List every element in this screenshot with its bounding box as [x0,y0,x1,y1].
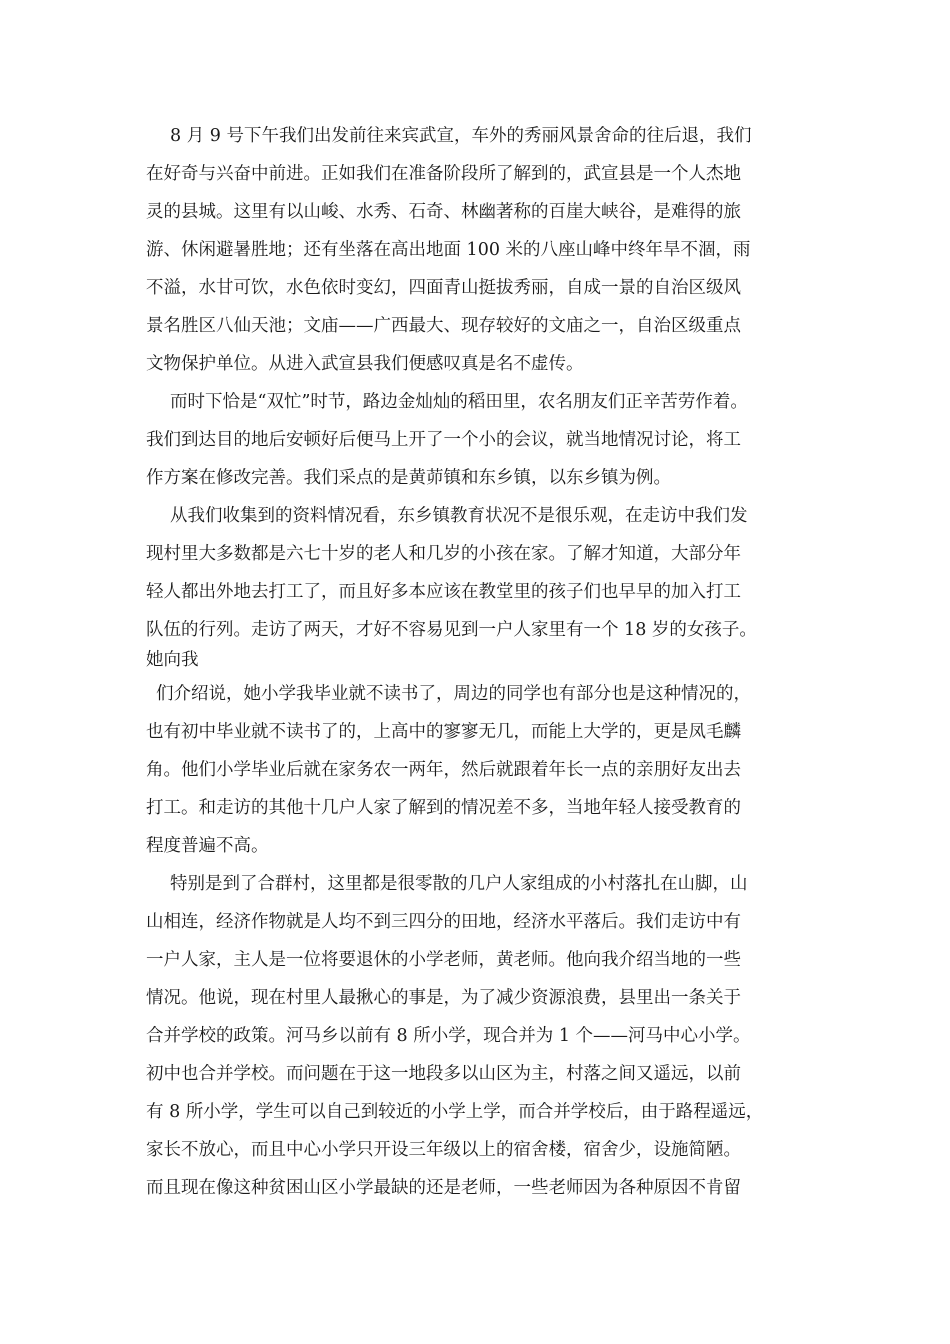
text-line: 在好奇与兴奋中前进。正如我们在准备阶段所了解到的，武宣县是一个人杰地 [146,164,741,184]
text-line: 角。他们小学毕业后就在家务农一两年，然后就跟着年长一点的亲朋好友出去 [146,760,741,780]
text-line: 一户人家，主人是一位将要退休的小学老师，黄老师。他向我介绍当地的一些 [146,950,741,970]
text-line: 游、休闲避暑胜地；还有坐落在高出地面 100 米的八座山峰中终年旱不涸，雨 [146,240,751,260]
text-line: 特别是到了合群村，这里都是很零散的几户人家组成的小村落扎在山脚，山 [170,874,748,894]
text-line: 文物保护单位。从进入武宣县我们便感叹真是名不虚传。 [146,354,584,374]
text-line: 而且现在像这种贫困山区小学最缺的还是老师，一些老师因为各种原因不肯留 [146,1178,741,1198]
text-line: 初中也合并学校。而问题在于这一地段多以山区为主，村落之间又遥远，以前 [146,1064,741,1084]
text-line: 山相连，经济作物就是人均不到三四分的田地，经济水平落后。我们走访中有 [146,912,741,932]
text-line: 家长不放心，而且中心小学只开设三年级以上的宿舍楼，宿舍少，设施简陋。 [146,1140,741,1160]
text-line: 们介绍说，她小学我毕业就不读书了，周边的同学也有部分也是这种情况的， [156,684,751,704]
text-line: 现村里大多数都是六七十岁的老人和几岁的小孩在家。了解才知道，大部分年 [146,544,741,564]
text-line: 从我们收集到的资料情况看，东乡镇教育状况不是很乐观，在走访中我们发 [170,506,748,526]
text-line: 景名胜区八仙天池；文庙——广西最大、现存较好的文庙之一，自治区级重点 [146,316,741,336]
text-line: 8 月 9 号下午我们出发前往来宾武宣，车外的秀丽风景舍命的往后退，我们 [170,126,752,146]
text-line: 她向我 [146,650,199,670]
text-line: 队伍的行列。走访了两天，才好不容易见到一户人家里有一个 18 岁的女孩子。 [146,620,757,640]
text-line: 轻人都出外地去打工了，而且好多本应该在教堂里的孩子们也早早的加入打工 [146,582,741,602]
text-line: 有 8 所小学，学生可以自己到较近的小学上学，而合并学校后，由于路程遥远， [146,1102,764,1122]
text-line: 灵的县城。这里有以山峻、水秀、石奇、林幽著称的百崖大峡谷，是难得的旅 [146,202,741,222]
text-line: 作方案在修改完善。我们采点的是黄茆镇和东乡镇，以东乡镇为例。 [146,468,671,488]
text-line: 不溢，水甘可饮，水色依时变幻，四面青山挺拔秀丽，自成一景的自治区级风 [146,278,741,298]
text-line: 合并学校的政策。河马乡以前有 8 所小学，现合并为 1 个——河马中心小学。 [146,1026,751,1046]
text-line: 也有初中毕业就不读书了的，上高中的寥寥无几，而能上大学的，更是凤毛麟 [146,722,741,742]
text-line: 情况。他说，现在村里人最揪心的事是，为了减少资源浪费，县里出一条关于 [146,988,741,1008]
text-line: 打工。和走访的其他十几户人家了解到的情况差不多，当地年轻人接受教育的 [146,798,741,818]
text-line: 程度普遍不高。 [146,836,269,856]
text-line: 我们到达目的地后安顿好后便马上开了一个小的会议，就当地情况讨论，将工 [146,430,741,450]
text-line: 而时下恰是“双忙”时节，路边金灿灿的稻田里，农名朋友们正辛苦劳作着。 [170,392,748,412]
